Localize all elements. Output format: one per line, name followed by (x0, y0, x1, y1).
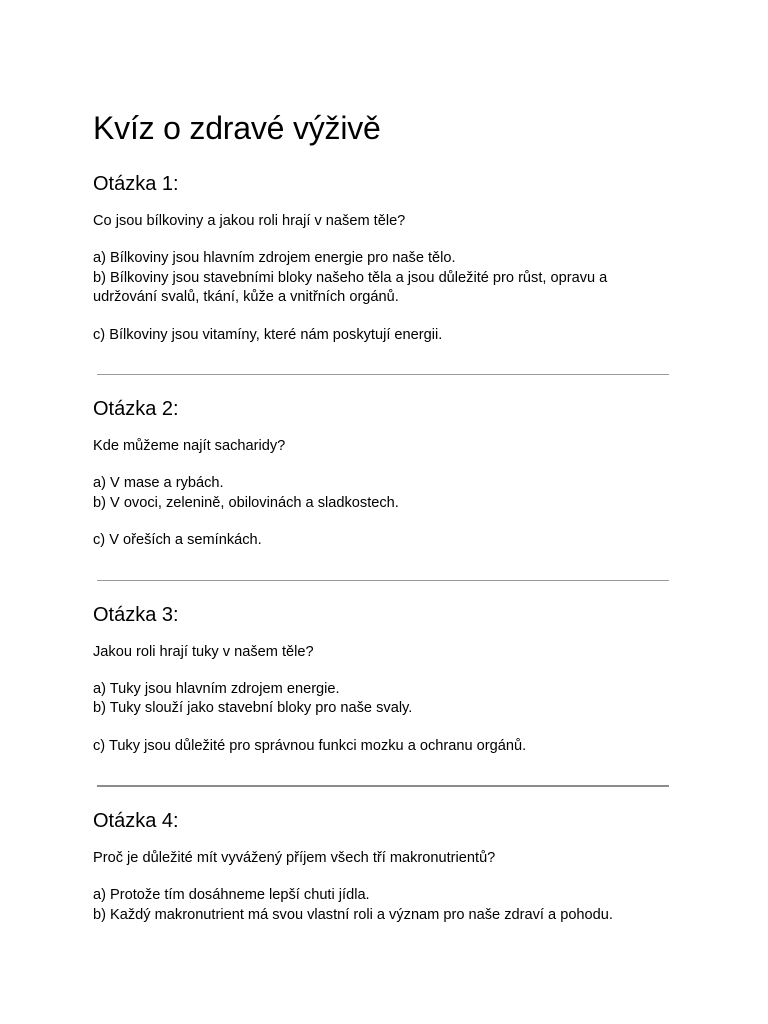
answer-b: b) Bílkoviny jsou stavebními bloky našeho těla a jsou důležité pro růst, opravu a udržování svalů, tkání, kůže a vnitřních orgánů. (93, 269, 608, 305)
question-text: Co jsou bílkoviny a jakou roli hrají v našem těle? (93, 213, 406, 229)
answer-b: b) Každý makronutrient má svou vlastní roli a význam pro naše zdraví a pohodu. (93, 906, 613, 923)
answer-a: a) V mase a rybách. (93, 475, 224, 491)
divider (97, 785, 669, 787)
question-text: Proč je důležité mít vyvážený příjem všech tří makronutrientů? (93, 850, 496, 866)
answer-a: a) Bílkoviny jsou hlavním zdrojem energie pro naše tělo. (93, 250, 456, 266)
question-heading: Otázka 2: (93, 398, 179, 420)
divider (97, 580, 669, 581)
question-text: Kde můžeme najít sacharidy? (93, 438, 286, 454)
divider (97, 374, 669, 375)
question-2 (93, 397, 672, 551)
answer-b: b) V ovoci, zelenině, obilovinách a sladkostech. (93, 494, 399, 511)
answer-c: c) Tuky jsou důležité pro správnou funkci mozku a ochranu orgánů. (93, 737, 527, 754)
page-title: Kvíz o zdravé výživě (93, 110, 381, 146)
question-text: Jakou roli hrají tuky v našem těle? (93, 643, 314, 660)
question-1 (93, 172, 672, 345)
question-heading: Otázka 1: (93, 173, 179, 195)
question-4 (93, 809, 672, 925)
question-heading: Otázka 3: (93, 603, 179, 626)
question-heading: Otázka 4: (93, 810, 179, 832)
answer-a: a) Tuky jsou hlavním zdrojem energie. (93, 680, 340, 697)
question-3 (93, 603, 672, 757)
answer-a: a) Protože tím dosáhneme lepší chuti jídla. (93, 887, 370, 903)
answer-b: b) Tuky slouží jako stavební bloky pro naše svaly. (93, 700, 413, 716)
answer-c: c) V ořeších a semínkách. (93, 532, 262, 548)
answer-c: c) Bílkoviny jsou vitamíny, které nám poskytují energii. (93, 326, 443, 343)
